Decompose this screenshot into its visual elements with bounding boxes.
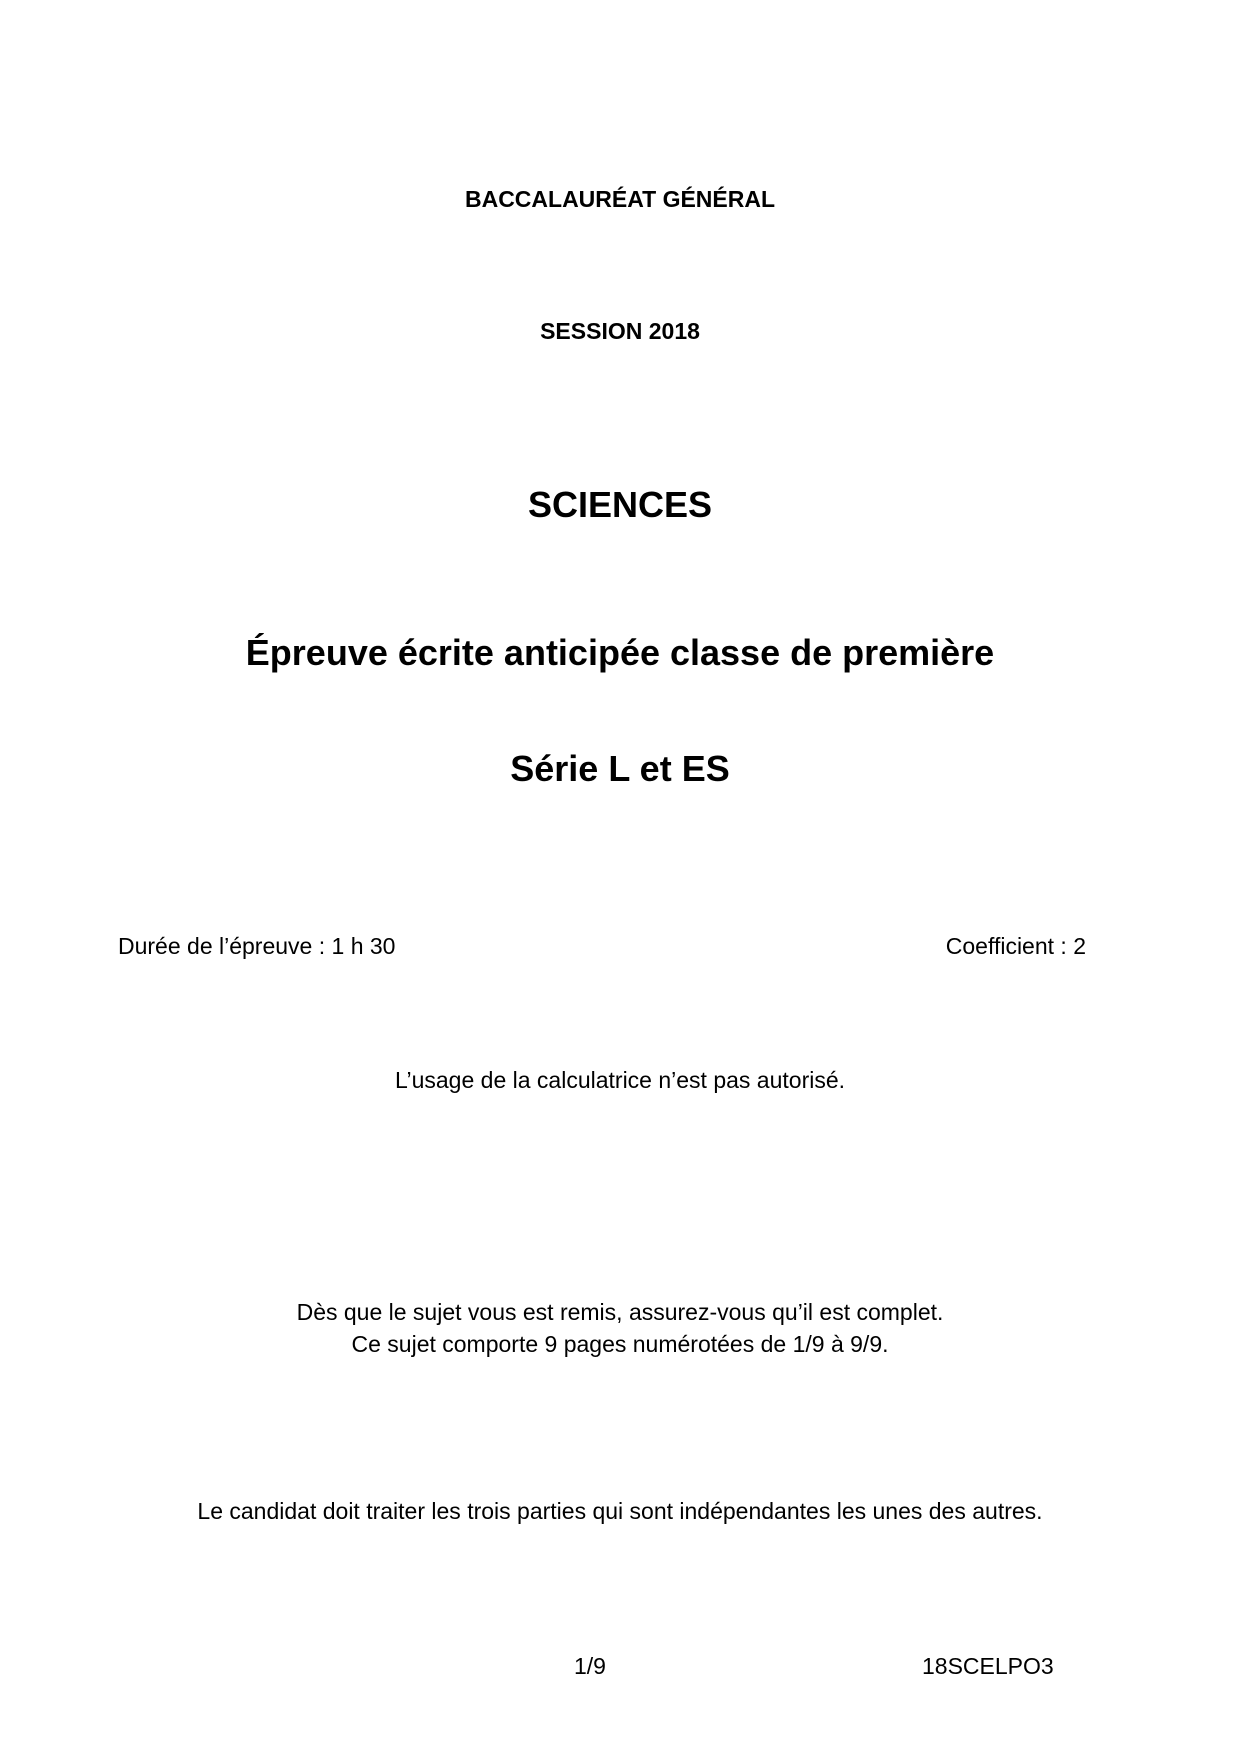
completeness-line-2: Ce sujet comporte 9 pages numérotées de 1/9 à 9/9. [351,1331,889,1357]
completeness-notice [0,1296,1240,1360]
exam-name: BACCALAURÉAT GÉNÉRAL [464,186,776,212]
exam-coefficient: Coefficient : 2 [945,933,1086,959]
calculator-notice: L’usage de la calculatrice n’est pas autorisé. [394,1067,846,1093]
subject-title: SCIENCES [527,484,713,525]
serie-title: Série L et ES [510,748,730,789]
epreuve-title: Épreuve écrite anticipée classe de première [245,632,995,673]
candidate-instruction: Le candidat doit traiter les trois parties qui sont indépendantes les unes des autres. [197,1498,1043,1524]
session-year: SESSION 2018 [540,318,700,344]
completeness-line-1: Dès que le sujet vous est remis, assurez-vous qu’il est complet. [296,1299,944,1325]
exam-duration: Durée de l’épreuve : 1 h 30 [118,933,396,959]
subject-code: 18SCELPO3 [922,1653,1054,1679]
page-number: 1/9 [574,1653,606,1679]
